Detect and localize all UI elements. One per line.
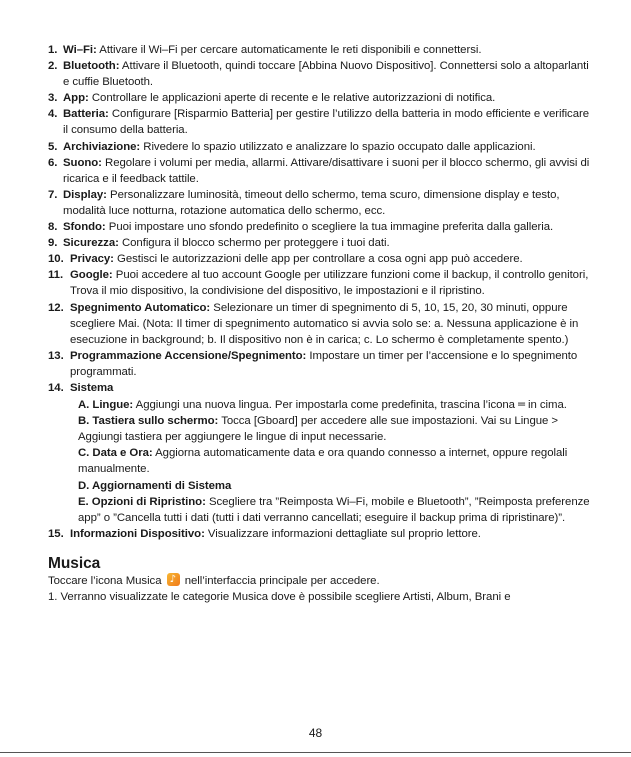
- list-item: [48, 219, 593, 235]
- item-title: Programmazione Accensione/Spegnimento:: [70, 349, 307, 362]
- sub-item-text: Aggiorna automaticamente data e ora quando connesso a internet, oppure regolali manualmente.: [78, 447, 568, 476]
- item-title: Suono:: [63, 156, 102, 169]
- list-item: [48, 58, 593, 90]
- item-text: Controllare le applicazioni aperte di recente e le relative autorizzazioni di notifica.: [88, 92, 496, 105]
- list-item-sistema: [48, 380, 593, 526]
- item-number: 11.: [48, 269, 64, 282]
- item-number: 1.: [48, 44, 58, 56]
- item-title: Google:: [70, 269, 113, 282]
- list-item: [48, 187, 593, 219]
- sub-item-text: Tocca [Gboard] per accedere alle sue impostazioni. Vai su Lingue > Aggiungi tastiera per aggiungere le lingue di input necessarie.: [78, 415, 559, 444]
- item-title: Display:: [63, 188, 107, 201]
- item-number: 9.: [48, 237, 58, 250]
- item-text: Personalizzare luminosità, timeout dello schermo, tema scuro, dimensione display e testo, modalità luce notturna, rotazione automatica dello schermo, ecc.: [63, 188, 560, 217]
- item-number: 15.: [48, 527, 64, 540]
- item-text: Selezionare un timer di spegnimento di 5, 10, 15, 20, 30 minuti, oppure scegliere Mai. (Nota: Il timer di spegnimento automatico si avvia solo se: a. Nessuna applicazione è in esecuzione in background; b. Il dispositivo non è in carica; c. Lo schermo è completamente spento.): [70, 301, 579, 346]
- sub-item-aggiornamenti: [78, 478, 593, 494]
- item-text: Puoi impostare uno sfondo predefinito o scegliere la tua immagine preferita dalla galleria.: [105, 221, 554, 234]
- settings-manual-text: [48, 42, 593, 605]
- item-text: Gestisci le autorizzazioni delle app per controllare a cosa ogni app può accedere.: [113, 253, 523, 266]
- item-text: Configura il blocco schermo per proteggere i tuoi dati.: [118, 237, 390, 250]
- page-number: 48: [308, 726, 323, 740]
- item-number: 14.: [48, 381, 64, 394]
- item-number: 13.: [48, 349, 64, 362]
- item-number: 7.: [48, 188, 58, 201]
- item-title: Privacy:: [70, 253, 114, 266]
- item-number: 10.: [48, 253, 64, 266]
- sub-item-lingue: [78, 396, 593, 413]
- item-title: Informazioni Dispositivo:: [70, 527, 205, 540]
- list-item: [48, 251, 593, 267]
- section-heading-musica: Musica: [48, 554, 101, 572]
- musica-step-1: 1. Verranno visualizzate le categorie Musica dove è possibile scegliere Artisti, Album, Brani e: [48, 591, 511, 603]
- musica-intro: [48, 573, 593, 589]
- item-text: Rivedere lo spazio utilizzato e analizzare lo spazio occupato dalle applicazioni.: [140, 140, 536, 153]
- item-number: 8.: [48, 221, 58, 234]
- sistema-subitems: [70, 396, 593, 526]
- item-title: App:: [63, 92, 89, 105]
- item-title: Batteria:: [63, 108, 109, 121]
- item-title: Sicurezza:: [63, 237, 119, 250]
- sub-item-title: E. Opzioni di Ripristino:: [78, 495, 206, 508]
- list-item: [48, 300, 593, 348]
- item-number: 6.: [48, 156, 58, 169]
- item-number: 2.: [48, 60, 58, 73]
- list-item: [48, 106, 593, 138]
- item-text: Impostare un timer per l’accensione e lo spegnimento programmati.: [70, 349, 578, 378]
- item-title: Wi–Fi:: [63, 44, 97, 56]
- list-item-informazioni: [48, 526, 593, 542]
- intro-text: nell’interfaccia principale per accedere.: [181, 574, 380, 587]
- sub-item-ripristino: [78, 494, 593, 526]
- sub-item-title: B. Tastiera sullo schermo:: [78, 415, 219, 428]
- item-title: Bluetooth:: [63, 60, 120, 73]
- bottom-divider: [0, 752, 631, 753]
- list-item: [48, 348, 593, 380]
- intro-text: Toccare l’icona Musica: [48, 574, 165, 587]
- list-item: [48, 235, 593, 251]
- item-title: Sfondo:: [63, 221, 106, 234]
- item-text: Puoi accedere al tuo account Google per utilizzare funzioni come il backup, il controllo genitori, Trova il mio dispositivo, la condivisione del dispositivo, le impostazioni e il ripristino.: [70, 269, 589, 298]
- sub-item-tastiera: [78, 413, 593, 445]
- sub-item-text: Scegliere tra ”Reimposta Wi–Fi, mobile e Bluetooth”, ”Reimposta preferenze app” o ”Cancella tutti i dati (tutti i dati verranno cancellati; eseguire il backup prima di ripristinare)”.: [78, 495, 590, 524]
- item-text: Visualizzare informazioni dettagliate sul proprio lettore.: [204, 527, 481, 540]
- sub-item-data-ora: [78, 445, 593, 477]
- item-text: Attivare il Wi–Fi per cercare automaticamente le reti disponibili e connettersi.: [96, 44, 482, 56]
- music-app-icon: [167, 573, 180, 586]
- item-title-sistema: Sistema: [70, 381, 114, 394]
- sub-item-text: in cima.: [524, 399, 567, 412]
- drag-handle-icon: ═: [518, 397, 525, 412]
- sub-item-text: Aggiungi una nuova lingua. Per impostarla come predefinita, trascina l’icona: [133, 399, 519, 412]
- sub-item-title: C. Data e Ora:: [78, 447, 153, 460]
- item-text: Regolare i volumi per media, allarmi. Attivare/disattivare i suoni per il blocco schermo, gli avvisi di ricarica e il feedback tattile.: [63, 156, 590, 185]
- sub-item-title: D. Aggiornamenti di Sistema: [78, 479, 232, 492]
- list-item: [48, 139, 593, 155]
- settings-list: [48, 42, 593, 380]
- item-number: 3.: [48, 92, 58, 105]
- list-item: [48, 267, 593, 299]
- list-item: [48, 90, 593, 106]
- item-text: Attivare il Bluetooth, quindi toccare [Abbina Nuovo Dispositivo]. Connettersi solo a altoparlanti e cuffie Bluetooth.: [63, 60, 589, 89]
- sub-item-title: A. Lingue:: [78, 399, 134, 412]
- item-title: Archiviazione:: [63, 140, 141, 153]
- item-number: 12.: [48, 301, 64, 314]
- item-number: 4.: [48, 108, 58, 121]
- list-item: [48, 155, 593, 187]
- item-number: 5.: [48, 140, 58, 153]
- list-item: [48, 42, 593, 58]
- item-text: Configurare [Risparmio Batteria] per gestire l’utilizzo della batteria in modo efficiente e verificare il consumo della batteria.: [63, 108, 590, 137]
- item-title: Spegnimento Automatico:: [70, 301, 211, 314]
